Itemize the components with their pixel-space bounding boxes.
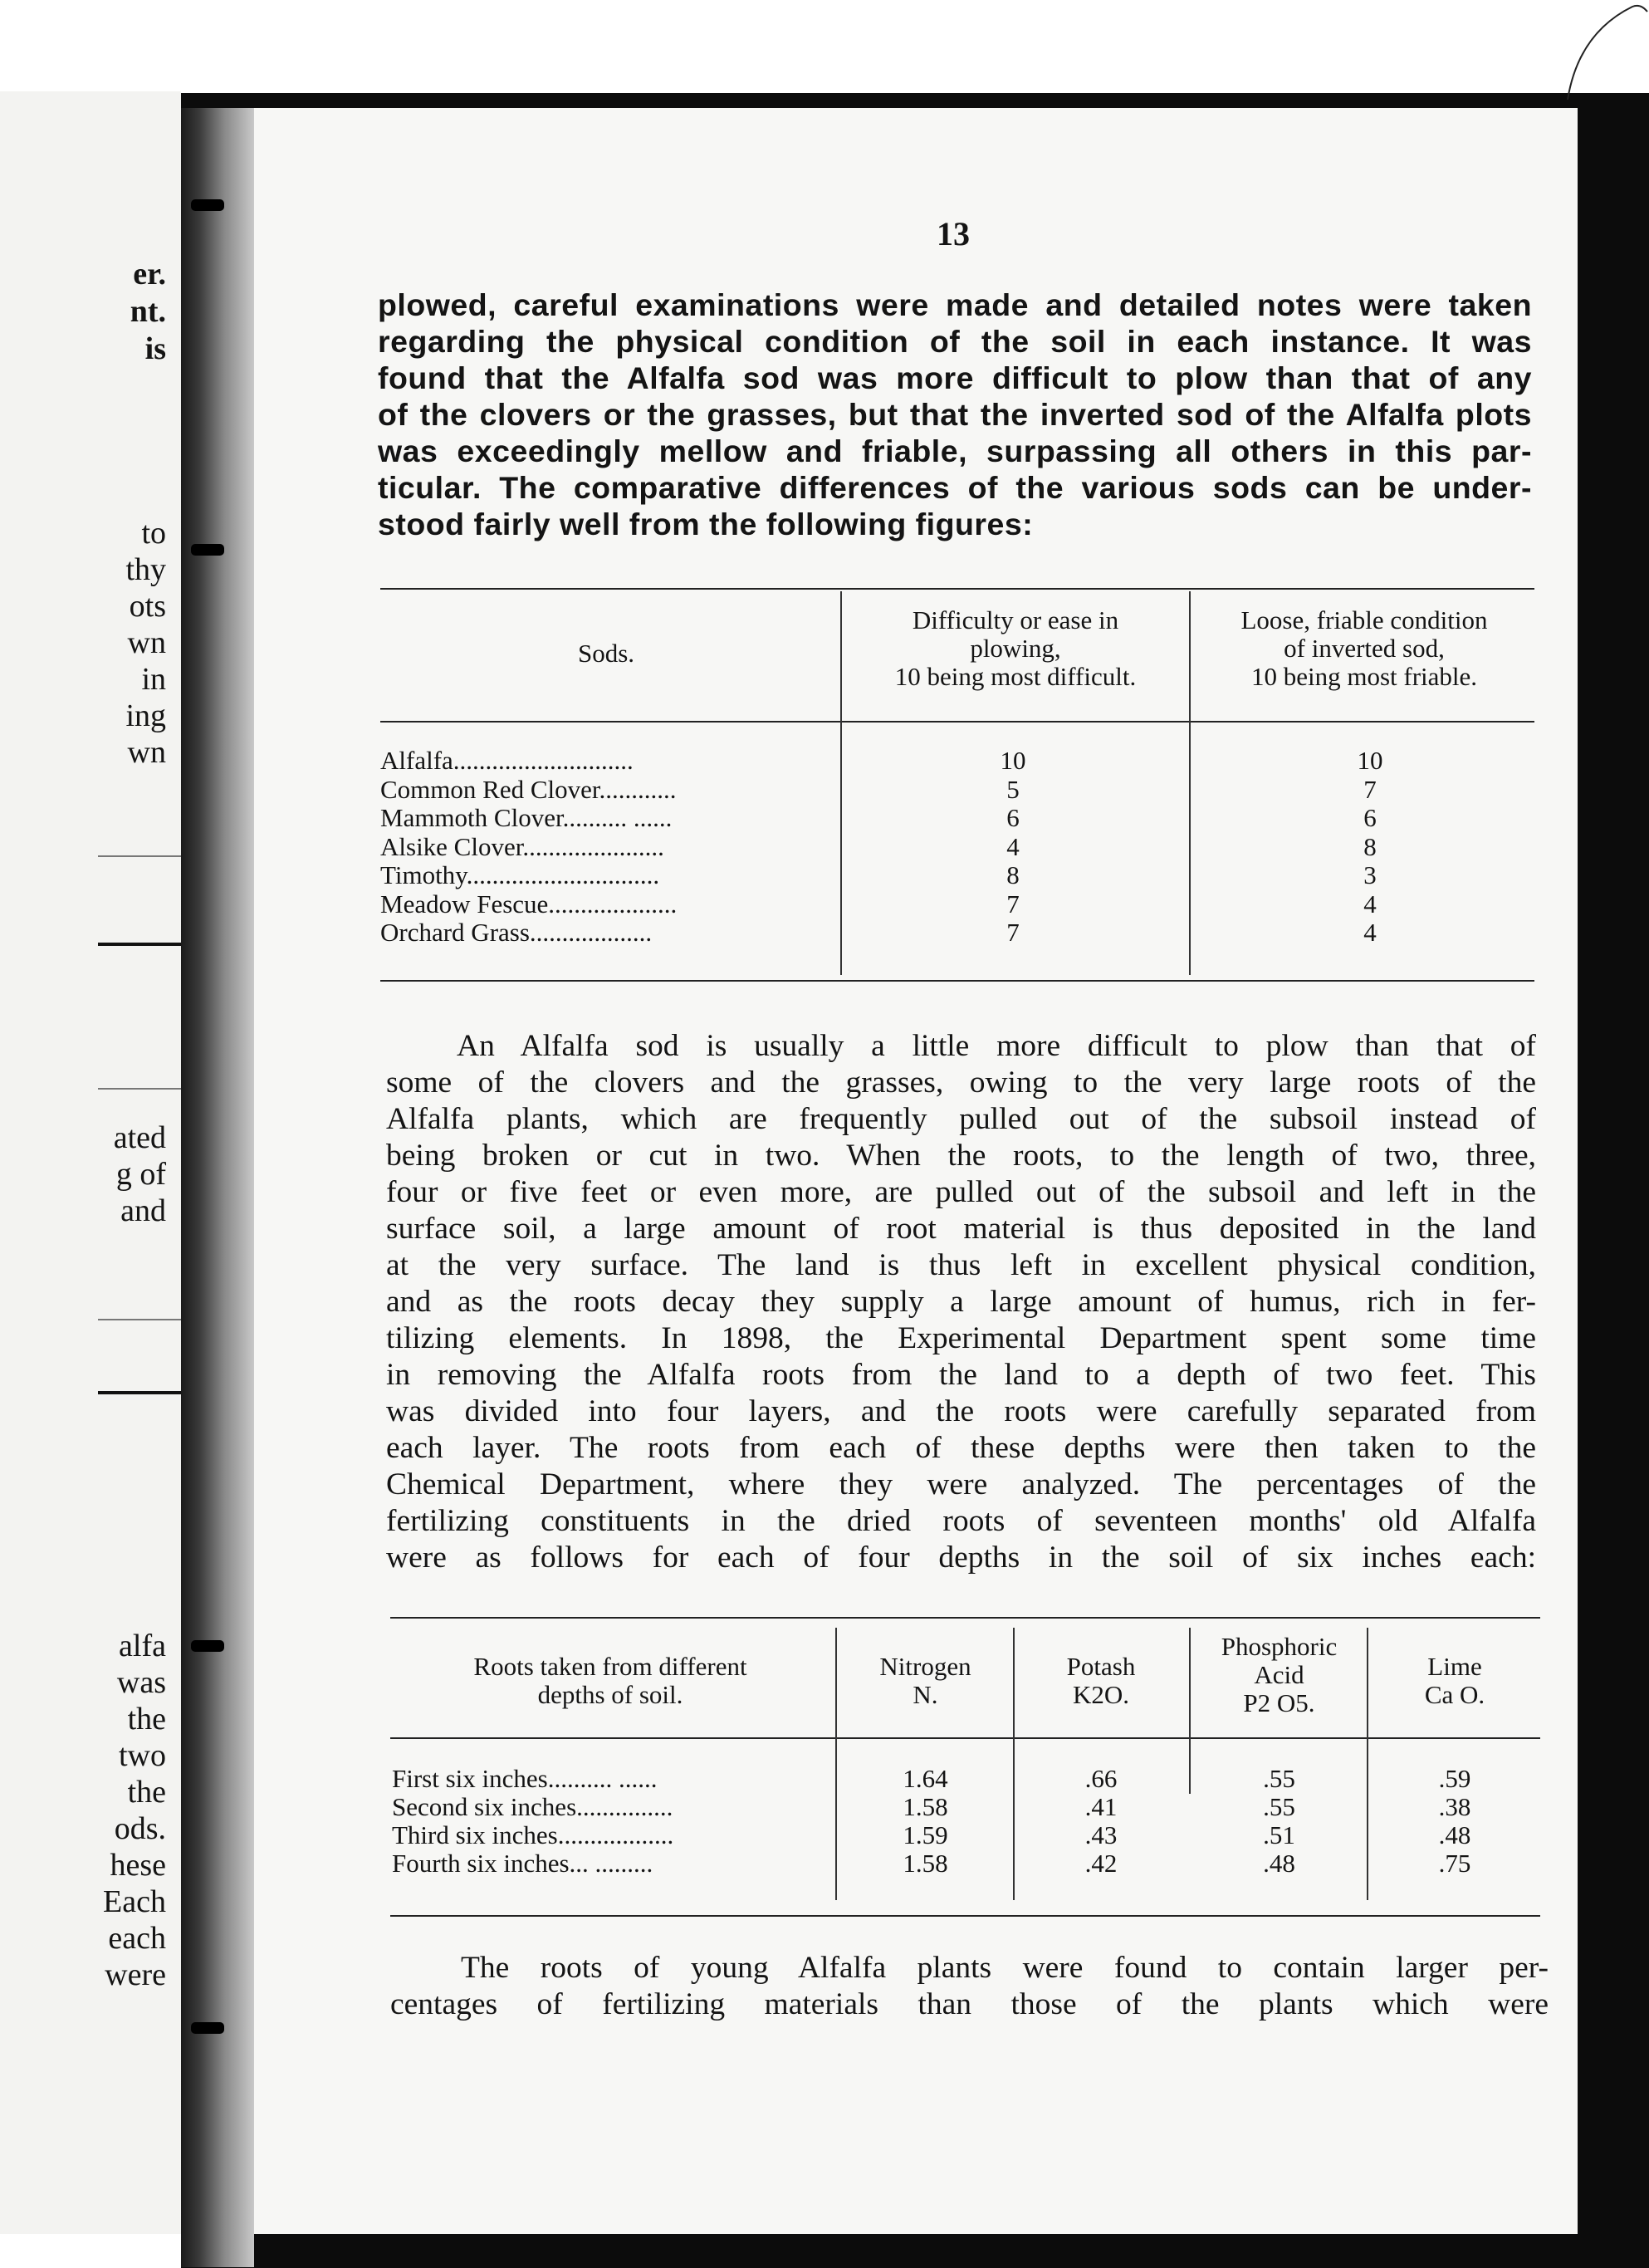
left-fragment-line: ated — [113, 1120, 166, 1155]
row-label: Mammoth Clover.......... ...... — [380, 803, 673, 832]
friable-header — [1194, 606, 1534, 691]
left-fragment-line: the — [127, 1702, 166, 1737]
text-line: were as follows for each of four depths in the soil of six inches each: — [386, 1541, 1536, 1575]
header-line: K2O. — [1072, 1680, 1130, 1709]
text-line: surface soil, a large amount of root material is thus deposited in the land — [386, 1212, 1536, 1246]
difficulty-value: 6 — [1006, 803, 1020, 832]
lime-value: .48 — [1438, 1820, 1471, 1849]
text-line: plowed, careful examinations were made and detailed notes were taken — [378, 287, 1532, 322]
binding-stitch — [191, 1640, 224, 1652]
header-line: Nitrogen — [879, 1652, 971, 1681]
header-line: of inverted sod, — [1284, 634, 1445, 663]
friable-value: 8 — [1363, 832, 1377, 861]
text-line: was exceedingly mellow and friable, surpassing all others in this par- — [378, 434, 1532, 468]
row-label: Timothy.............................. — [380, 860, 660, 889]
header-line: Lime — [1427, 1652, 1482, 1681]
text-line: Alfalfa plants, which are frequently pulled out of the subsoil instead of — [386, 1102, 1536, 1136]
difficulty-value: 7 — [1006, 918, 1020, 947]
friable-value: 4 — [1363, 918, 1377, 947]
text-line: some of the clovers and the grasses, owing to the very large roots of the — [386, 1065, 1536, 1100]
friable-value: 7 — [1363, 775, 1377, 804]
nitrogen-value: 1.58 — [903, 1792, 948, 1821]
text-line: The roots of young Alfalfa plants were found to contain larger per- — [461, 1951, 1549, 1985]
table-rule — [380, 980, 1534, 982]
left-fragment-line: is — [144, 331, 166, 366]
left-fragment-line: the — [127, 1775, 166, 1810]
text-line: and as the roots decay they supply a large amount of humus, rich in fer- — [386, 1285, 1536, 1319]
left-fragment-line: thy — [125, 552, 166, 587]
left-fragment-line: were — [105, 1957, 166, 1992]
binding-stitch — [191, 544, 224, 556]
text-line: being broken or cut in two. When the roots, to the length of two, three, — [386, 1139, 1536, 1173]
potash-value: .42 — [1084, 1849, 1118, 1878]
text-line: in removing the Alfalfa roots from the land to a depth of two feet. This — [386, 1358, 1536, 1392]
text-line: of the clovers or the grasses, but that the inverted sod of the Alfalfa plots — [378, 397, 1532, 432]
table-column-rule — [1367, 1628, 1368, 1900]
left-fragment-line: two — [119, 1738, 166, 1773]
left-fragment-line: ing — [125, 698, 166, 733]
text-line: An Alfalfa sod is usually a little more difficult to plow than that of — [457, 1029, 1536, 1063]
header-line: Roots taken from different — [473, 1652, 747, 1681]
table-rule — [380, 721, 1534, 723]
text-line: fertilizing constituents in the dried roots of seventeen months' old Alfalfa — [386, 1504, 1536, 1538]
header-line: Difficulty or ease in — [912, 605, 1119, 634]
table-column-rule — [840, 591, 842, 975]
row-label: Third six inches.................. — [392, 1820, 674, 1849]
header-line: Potash — [1066, 1652, 1136, 1681]
table-rule — [390, 1915, 1540, 1917]
row-label: Second six inches............... — [392, 1792, 673, 1821]
left-fragment-line: wn — [127, 625, 166, 660]
left-fragment-line: and — [120, 1193, 166, 1228]
row-label: Meadow Fescue.................... — [380, 889, 678, 918]
left-page-fragment — [0, 91, 181, 2234]
text-line: stood fairly well from the following figures: — [378, 507, 1034, 541]
header-line: Loose, friable condition — [1240, 605, 1488, 634]
text-line: regarding the physical condition of the soil in each instance. It was — [378, 324, 1532, 359]
difficulty-value: 8 — [1006, 860, 1020, 889]
potash-header — [1018, 1653, 1184, 1709]
left-fragment-line: was — [116, 1665, 166, 1700]
left-fragment-line: hese — [110, 1848, 166, 1883]
header-line: depths of soil. — [537, 1680, 683, 1709]
lime-value: .59 — [1438, 1764, 1471, 1793]
binding-stitch — [191, 2022, 224, 2034]
binding-stitch — [191, 199, 224, 211]
header-line: N. — [913, 1680, 938, 1709]
left-divider — [98, 943, 181, 946]
left-fragment-line: in — [141, 662, 166, 697]
nitrogen-header — [840, 1653, 1010, 1709]
friable-value: 10 — [1357, 746, 1383, 775]
text-line: each layer. The roots from each of these depths were then taken to the — [386, 1431, 1536, 1465]
row-label: Common Red Clover............ — [380, 775, 677, 804]
left-divider — [98, 1391, 181, 1394]
row-label: Fourth six inches... ......... — [392, 1849, 653, 1878]
table-rule — [380, 588, 1534, 590]
left-fragment-line: to — [141, 516, 166, 551]
sods-header: Sods. — [577, 639, 635, 668]
scan-border-bottom — [181, 2234, 1649, 2268]
book-gutter — [181, 108, 254, 2267]
difficulty-value: 5 — [1006, 775, 1020, 804]
row-label: Alfalfa............................ — [380, 746, 634, 775]
left-fragment-line: Each — [103, 1884, 166, 1919]
header-line: Acid — [1254, 1660, 1304, 1689]
row-label: First six inches.......... ...... — [392, 1764, 658, 1793]
text-line: found that the Alfalfa sod was more difficult to plow than that of any — [378, 360, 1532, 395]
friable-value: 3 — [1363, 860, 1377, 889]
left-fragment-line: wn — [127, 735, 166, 770]
text-line: centages of fertilizing materials than those of the plants which were — [390, 1987, 1549, 2021]
lime-value: .75 — [1438, 1849, 1471, 1878]
text-line: Chemical Department, where they were analyzed. The percentages of the — [386, 1467, 1536, 1501]
table-column-rule — [835, 1628, 837, 1900]
difficulty-value: 4 — [1006, 832, 1020, 861]
left-divider — [98, 855, 181, 857]
phosphoric-value: .55 — [1263, 1764, 1295, 1793]
scan-border-right — [1578, 93, 1649, 2268]
text-line: four or five feet or even more, are pulled out of the subsoil and left in the — [386, 1175, 1536, 1209]
friable-value: 6 — [1363, 803, 1377, 832]
phosphoric-value: .48 — [1263, 1849, 1295, 1878]
header-line: 10 being most friable. — [1250, 662, 1478, 691]
paragraph-2 — [386, 1028, 1536, 1576]
left-divider — [98, 1088, 181, 1090]
lime-value: .38 — [1438, 1792, 1471, 1821]
difficulty-header — [845, 606, 1186, 691]
left-fragment-line: er. — [133, 257, 166, 291]
text-line: tilizing elements. In 1898, the Experimental Department spent some time — [386, 1321, 1536, 1355]
phosphoric-value: .51 — [1263, 1820, 1295, 1849]
row-label: Alsike Clover...................... — [380, 832, 664, 861]
table-rule — [390, 1617, 1540, 1619]
table-column-rule — [1189, 1628, 1191, 1794]
roots-header — [390, 1653, 830, 1709]
potash-value: .66 — [1084, 1764, 1118, 1793]
row-label: Orchard Grass................... — [380, 918, 653, 947]
nitrogen-value: 1.59 — [903, 1820, 948, 1849]
text-line: was divided into four layers, and the roots were carefully separated from — [386, 1394, 1536, 1428]
text-line: ticular. The comparative differences of the various sods can be under- — [378, 470, 1532, 505]
left-fragment-line: alfa — [119, 1629, 166, 1663]
left-divider — [98, 1319, 181, 1320]
friable-value: 4 — [1363, 889, 1377, 918]
potash-value: .43 — [1084, 1820, 1118, 1849]
table-column-rule — [1013, 1628, 1015, 1900]
header-line: Ca O. — [1424, 1680, 1485, 1709]
header-line: plowing, — [970, 634, 1061, 663]
difficulty-value: 7 — [1006, 889, 1020, 918]
corner-curve-mark — [1433, 0, 1649, 100]
header-line: Phosphoric — [1221, 1632, 1338, 1661]
text-line: at the very surface. The land is thus left in excellent physical condition, — [386, 1248, 1536, 1282]
nitrogen-value: 1.58 — [903, 1849, 948, 1878]
left-fragment-line: nt. — [130, 294, 166, 329]
page-number: 13 — [937, 215, 970, 252]
left-fragment-line: ods. — [114, 1811, 166, 1846]
scan-border-top — [181, 93, 1649, 110]
left-fragment-line: g of — [115, 1157, 166, 1192]
header-line: 10 being most difficult. — [894, 662, 1137, 691]
table-column-rule — [1189, 591, 1191, 975]
header-line: P2 O5. — [1243, 1688, 1315, 1717]
lime-header — [1372, 1653, 1538, 1709]
left-fragment-line: ots — [129, 589, 166, 624]
paragraph-1 — [378, 287, 1532, 542]
phosphoric-header — [1194, 1633, 1364, 1717]
potash-value: .41 — [1084, 1792, 1118, 1821]
left-fragment-line: each — [108, 1921, 166, 1956]
phosphoric-value: .55 — [1263, 1792, 1295, 1821]
nitrogen-value: 1.64 — [903, 1764, 948, 1793]
paragraph-3 — [390, 1950, 1549, 2023]
difficulty-value: 10 — [1000, 746, 1026, 775]
